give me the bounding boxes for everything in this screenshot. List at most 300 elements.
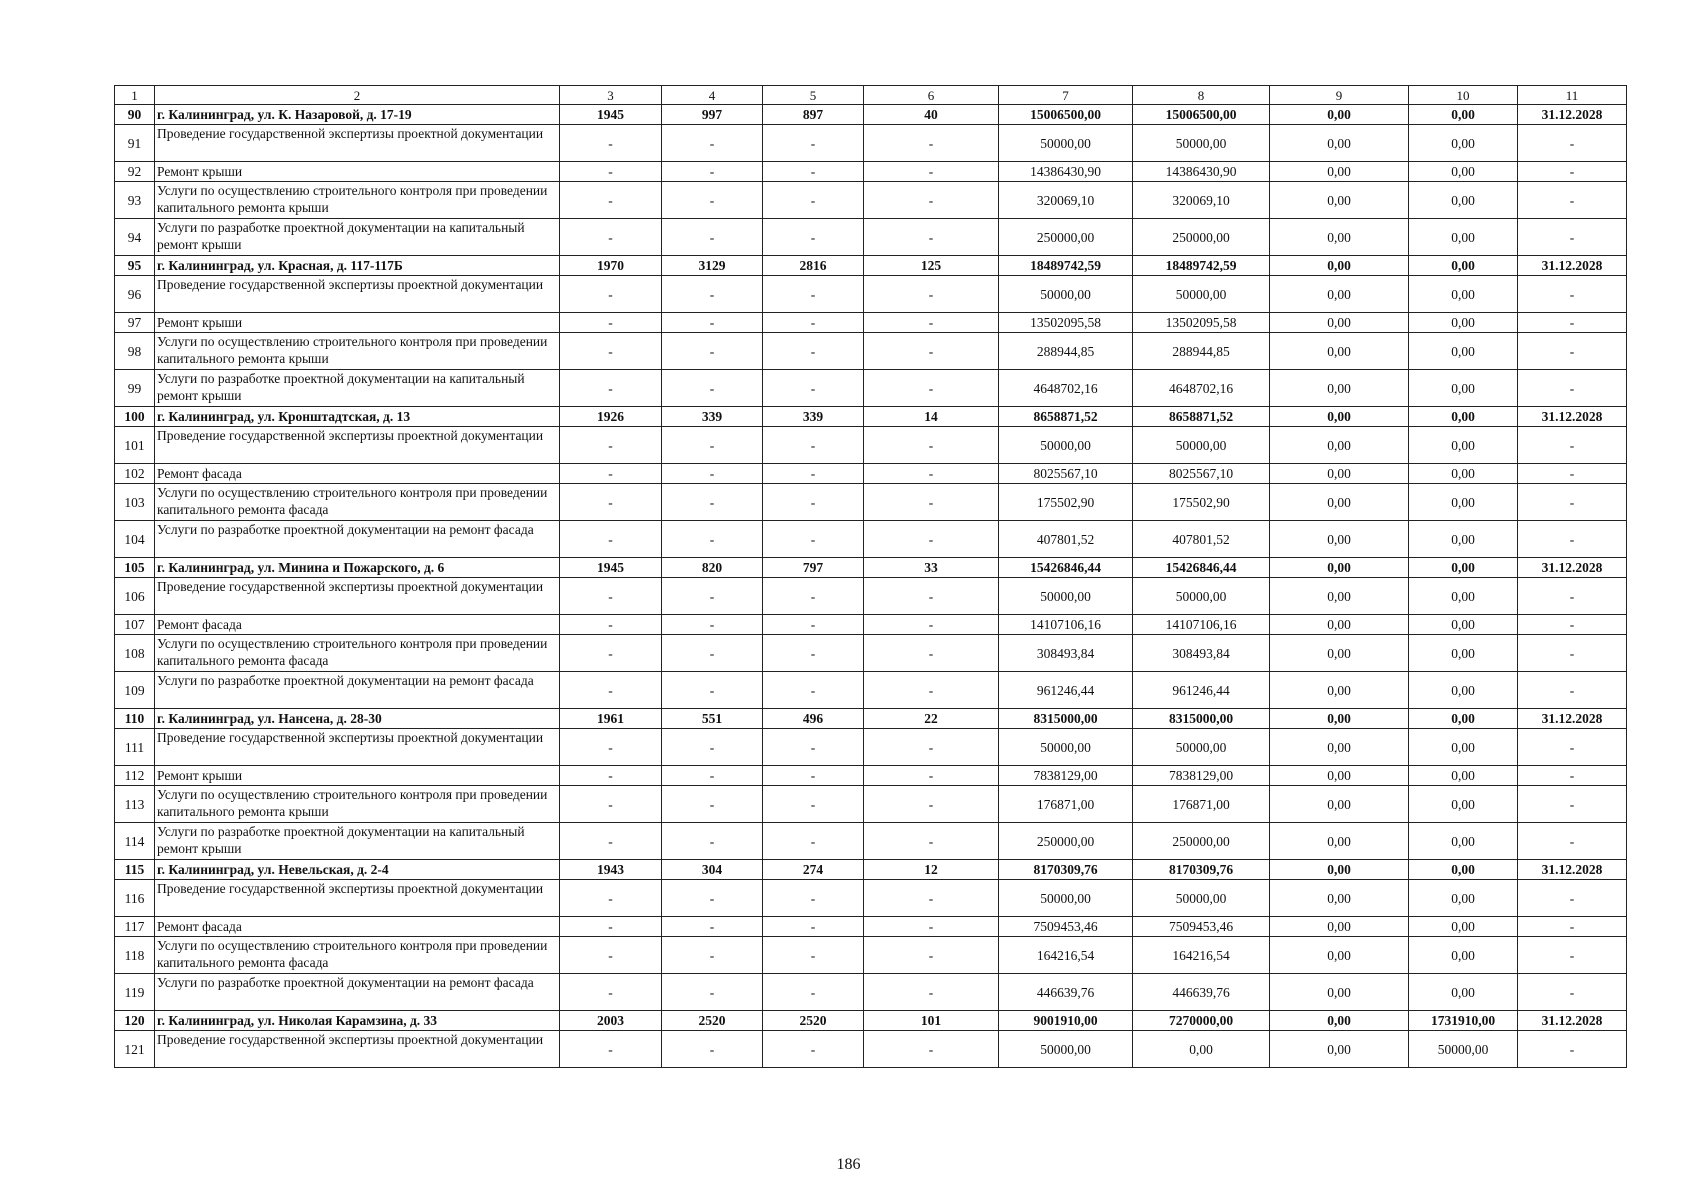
- row-number: 105: [115, 558, 155, 578]
- col-7-value: 18489742,59: [999, 256, 1133, 276]
- col-11-value: -: [1518, 974, 1627, 1011]
- col-4-value: -: [662, 219, 763, 256]
- col-3-value: -: [560, 578, 662, 615]
- col-4-value: 339: [662, 407, 763, 427]
- row-description: Проведение государственной экспертизы проектной документации: [155, 578, 560, 615]
- row-description: г. Калининград, ул. Красная, д. 117-117Б: [155, 256, 560, 276]
- col-9-value: 0,00: [1270, 823, 1409, 860]
- col-11-value: -: [1518, 125, 1627, 162]
- col-9-value: 0,00: [1270, 635, 1409, 672]
- col-4-value: -: [662, 672, 763, 709]
- col-11-value: -: [1518, 766, 1627, 786]
- work-item-row: [115, 974, 1627, 1011]
- col-11-value: -: [1518, 219, 1627, 256]
- col-7-value: 15006500,00: [999, 105, 1133, 125]
- col-5-value: -: [763, 917, 864, 937]
- work-item-row: [115, 937, 1627, 974]
- row-number: 116: [115, 880, 155, 917]
- col-3-value: -: [560, 484, 662, 521]
- col-3-value: -: [560, 276, 662, 313]
- col-9-value: 0,00: [1270, 162, 1409, 182]
- address-row: [115, 407, 1627, 427]
- col-10-value: 0,00: [1409, 125, 1518, 162]
- col-7-value: 15426846,44: [999, 558, 1133, 578]
- col-10-value: 0,00: [1409, 823, 1518, 860]
- col-4-value: -: [662, 937, 763, 974]
- col-11-value: -: [1518, 484, 1627, 521]
- col-4-value: 551: [662, 709, 763, 729]
- column-header: 7: [999, 86, 1133, 105]
- column-header: 1: [115, 86, 155, 105]
- col-4-value: -: [662, 917, 763, 937]
- col-9-value: 0,00: [1270, 1031, 1409, 1068]
- row-number: 92: [115, 162, 155, 182]
- col-8-value: 961246,44: [1133, 672, 1270, 709]
- row-number: 119: [115, 974, 155, 1011]
- row-description: Услуги по разработке проектной документации на капитальный ремонт крыши: [155, 219, 560, 256]
- column-header: 10: [1409, 86, 1518, 105]
- col-10-value: 0,00: [1409, 427, 1518, 464]
- row-number: 95: [115, 256, 155, 276]
- col-7-value: 250000,00: [999, 823, 1133, 860]
- col-11-value: -: [1518, 276, 1627, 313]
- col-11-value: -: [1518, 823, 1627, 860]
- row-description: Ремонт фасада: [155, 464, 560, 484]
- work-item-row: [115, 182, 1627, 219]
- col-4-value: -: [662, 635, 763, 672]
- work-item-row: [115, 729, 1627, 766]
- row-description: Ремонт крыши: [155, 162, 560, 182]
- col-3-value: -: [560, 729, 662, 766]
- address-row: [115, 860, 1627, 880]
- col-6-value: 101: [864, 1011, 999, 1031]
- col-6-value: -: [864, 219, 999, 256]
- col-6-value: -: [864, 974, 999, 1011]
- col-5-value: -: [763, 219, 864, 256]
- col-6-value: -: [864, 1031, 999, 1068]
- col-3-value: -: [560, 162, 662, 182]
- column-header: 3: [560, 86, 662, 105]
- col-9-value: 0,00: [1270, 427, 1409, 464]
- col-5-value: -: [763, 615, 864, 635]
- col-9-value: 0,00: [1270, 370, 1409, 407]
- col-9-value: 0,00: [1270, 464, 1409, 484]
- col-6-value: 33: [864, 558, 999, 578]
- col-4-value: -: [662, 276, 763, 313]
- col-8-value: 8658871,52: [1133, 407, 1270, 427]
- col-5-value: -: [763, 370, 864, 407]
- col-6-value: -: [864, 333, 999, 370]
- col-11-value: -: [1518, 162, 1627, 182]
- col-4-value: -: [662, 464, 763, 484]
- col-6-value: -: [864, 937, 999, 974]
- col-10-value: 0,00: [1409, 219, 1518, 256]
- col-9-value: 0,00: [1270, 256, 1409, 276]
- row-number: 108: [115, 635, 155, 672]
- col-11-value: -: [1518, 917, 1627, 937]
- col-6-value: -: [864, 125, 999, 162]
- row-description: Ремонт крыши: [155, 313, 560, 333]
- col-8-value: 164216,54: [1133, 937, 1270, 974]
- col-6-value: -: [864, 276, 999, 313]
- col-10-value: 0,00: [1409, 558, 1518, 578]
- work-item-row: [115, 786, 1627, 823]
- col-10-value: 0,00: [1409, 313, 1518, 333]
- col-6-value: -: [864, 427, 999, 464]
- row-number: 97: [115, 313, 155, 333]
- work-item-row: [115, 162, 1627, 182]
- col-5-value: -: [763, 672, 864, 709]
- col-7-value: 8025567,10: [999, 464, 1133, 484]
- col-6-value: -: [864, 672, 999, 709]
- col-11-value: 31.12.2028: [1518, 256, 1627, 276]
- col-5-value: 339: [763, 407, 864, 427]
- col-8-value: 8170309,76: [1133, 860, 1270, 880]
- col-10-value: 0,00: [1409, 521, 1518, 558]
- work-item-row: [115, 219, 1627, 256]
- col-11-value: -: [1518, 578, 1627, 615]
- col-7-value: 4648702,16: [999, 370, 1133, 407]
- col-3-value: -: [560, 427, 662, 464]
- col-9-value: 0,00: [1270, 105, 1409, 125]
- col-3-value: -: [560, 182, 662, 219]
- col-7-value: 50000,00: [999, 578, 1133, 615]
- row-description: Проведение государственной экспертизы проектной документации: [155, 427, 560, 464]
- col-11-value: -: [1518, 370, 1627, 407]
- row-description: Проведение государственной экспертизы проектной документации: [155, 729, 560, 766]
- col-8-value: 50000,00: [1133, 729, 1270, 766]
- col-5-value: 897: [763, 105, 864, 125]
- col-5-value: 274: [763, 860, 864, 880]
- row-description: Услуги по разработке проектной документации на ремонт фасада: [155, 974, 560, 1011]
- col-10-value: 0,00: [1409, 635, 1518, 672]
- col-6-value: -: [864, 578, 999, 615]
- row-number: 94: [115, 219, 155, 256]
- row-number: 118: [115, 937, 155, 974]
- col-8-value: 250000,00: [1133, 219, 1270, 256]
- col-9-value: 0,00: [1270, 709, 1409, 729]
- work-item-row: [115, 880, 1627, 917]
- col-9-value: 0,00: [1270, 521, 1409, 558]
- col-3-value: -: [560, 125, 662, 162]
- column-header: 2: [155, 86, 560, 105]
- col-10-value: 0,00: [1409, 464, 1518, 484]
- col-3-value: 1943: [560, 860, 662, 880]
- col-10-value: 0,00: [1409, 105, 1518, 125]
- row-description: Проведение государственной экспертизы проектной документации: [155, 1031, 560, 1068]
- col-11-value: -: [1518, 615, 1627, 635]
- col-5-value: -: [763, 427, 864, 464]
- col-9-value: 0,00: [1270, 182, 1409, 219]
- address-row: [115, 1011, 1627, 1031]
- row-number: 117: [115, 917, 155, 937]
- col-7-value: 250000,00: [999, 219, 1133, 256]
- work-item-row: [115, 370, 1627, 407]
- col-9-value: 0,00: [1270, 786, 1409, 823]
- row-number: 112: [115, 766, 155, 786]
- work-item-row: [115, 823, 1627, 860]
- col-11-value: -: [1518, 333, 1627, 370]
- col-8-value: 50000,00: [1133, 276, 1270, 313]
- column-header: 8: [1133, 86, 1270, 105]
- row-description: Услуги по разработке проектной документации на ремонт фасада: [155, 672, 560, 709]
- col-5-value: 797: [763, 558, 864, 578]
- row-description: Услуги по осуществлению строительного контроля при проведении капитального ремонта крыши: [155, 182, 560, 219]
- column-header: 9: [1270, 86, 1409, 105]
- work-item-row: [115, 615, 1627, 635]
- col-8-value: 8315000,00: [1133, 709, 1270, 729]
- col-4-value: -: [662, 615, 763, 635]
- col-8-value: 14386430,90: [1133, 162, 1270, 182]
- col-6-value: -: [864, 521, 999, 558]
- row-description: г. Калининград, ул. Минина и Пожарского, д. 6: [155, 558, 560, 578]
- work-item-row: [115, 313, 1627, 333]
- col-4-value: -: [662, 786, 763, 823]
- col-8-value: 320069,10: [1133, 182, 1270, 219]
- row-description: г. Калининград, ул. К. Назаровой, д. 17-19: [155, 105, 560, 125]
- col-4-value: -: [662, 484, 763, 521]
- col-6-value: -: [864, 823, 999, 860]
- col-10-value: 0,00: [1409, 407, 1518, 427]
- column-number-row: [115, 86, 1627, 105]
- address-row: [115, 256, 1627, 276]
- col-7-value: 288944,85: [999, 333, 1133, 370]
- col-6-value: -: [864, 786, 999, 823]
- row-description: Проведение государственной экспертизы проектной документации: [155, 125, 560, 162]
- row-description: Услуги по осуществлению строительного контроля при проведении капитального ремонта крыши: [155, 333, 560, 370]
- col-5-value: -: [763, 484, 864, 521]
- col-11-value: 31.12.2028: [1518, 558, 1627, 578]
- col-3-value: 1945: [560, 105, 662, 125]
- col-11-value: 31.12.2028: [1518, 1011, 1627, 1031]
- col-3-value: -: [560, 219, 662, 256]
- address-row: [115, 709, 1627, 729]
- col-5-value: -: [763, 729, 864, 766]
- col-11-value: 31.12.2028: [1518, 407, 1627, 427]
- col-9-value: 0,00: [1270, 313, 1409, 333]
- col-9-value: 0,00: [1270, 672, 1409, 709]
- row-number: 109: [115, 672, 155, 709]
- col-4-value: -: [662, 125, 763, 162]
- address-row: [115, 558, 1627, 578]
- col-9-value: 0,00: [1270, 219, 1409, 256]
- col-10-value: 0,00: [1409, 709, 1518, 729]
- col-8-value: 15006500,00: [1133, 105, 1270, 125]
- row-description: Услуги по разработке проектной документации на капитальный ремонт крыши: [155, 823, 560, 860]
- col-10-value: 0,00: [1409, 729, 1518, 766]
- col-11-value: -: [1518, 521, 1627, 558]
- col-11-value: -: [1518, 182, 1627, 219]
- col-7-value: 50000,00: [999, 880, 1133, 917]
- col-11-value: -: [1518, 464, 1627, 484]
- col-5-value: -: [763, 162, 864, 182]
- row-description: Ремонт фасада: [155, 615, 560, 635]
- col-10-value: 0,00: [1409, 672, 1518, 709]
- row-description: Проведение государственной экспертизы проектной документации: [155, 880, 560, 917]
- col-3-value: -: [560, 880, 662, 917]
- col-9-value: 0,00: [1270, 937, 1409, 974]
- col-4-value: -: [662, 370, 763, 407]
- col-3-value: -: [560, 786, 662, 823]
- row-description: г. Калининград, ул. Нансена, д. 28-30: [155, 709, 560, 729]
- col-6-value: 22: [864, 709, 999, 729]
- col-8-value: 13502095,58: [1133, 313, 1270, 333]
- col-8-value: 308493,84: [1133, 635, 1270, 672]
- row-number: 113: [115, 786, 155, 823]
- row-description: Услуги по осуществлению строительного контроля при проведении капитального ремонта крыши: [155, 786, 560, 823]
- col-6-value: -: [864, 766, 999, 786]
- row-description: Проведение государственной экспертизы проектной документации: [155, 276, 560, 313]
- col-5-value: -: [763, 578, 864, 615]
- col-3-value: -: [560, 521, 662, 558]
- col-4-value: 997: [662, 105, 763, 125]
- col-4-value: -: [662, 766, 763, 786]
- col-10-value: 0,00: [1409, 786, 1518, 823]
- col-7-value: 407801,52: [999, 521, 1133, 558]
- col-9-value: 0,00: [1270, 1011, 1409, 1031]
- col-3-value: -: [560, 823, 662, 860]
- col-4-value: -: [662, 521, 763, 558]
- col-6-value: -: [864, 313, 999, 333]
- col-10-value: 0,00: [1409, 276, 1518, 313]
- work-item-row: [115, 125, 1627, 162]
- col-11-value: -: [1518, 313, 1627, 333]
- col-5-value: 2520: [763, 1011, 864, 1031]
- col-9-value: 0,00: [1270, 333, 1409, 370]
- col-10-value: 50000,00: [1409, 1031, 1518, 1068]
- col-5-value: -: [763, 880, 864, 917]
- row-description: Ремонт фасада: [155, 917, 560, 937]
- col-7-value: 9001910,00: [999, 1011, 1133, 1031]
- col-11-value: -: [1518, 729, 1627, 766]
- col-7-value: 164216,54: [999, 937, 1133, 974]
- col-7-value: 50000,00: [999, 276, 1133, 313]
- col-6-value: -: [864, 635, 999, 672]
- col-10-value: 0,00: [1409, 370, 1518, 407]
- col-4-value: 3129: [662, 256, 763, 276]
- col-10-value: 0,00: [1409, 182, 1518, 219]
- col-6-value: -: [864, 917, 999, 937]
- col-6-value: 40: [864, 105, 999, 125]
- col-7-value: 50000,00: [999, 729, 1133, 766]
- col-5-value: 496: [763, 709, 864, 729]
- col-6-value: -: [864, 615, 999, 635]
- work-item-row: [115, 766, 1627, 786]
- col-8-value: 176871,00: [1133, 786, 1270, 823]
- col-8-value: 7509453,46: [1133, 917, 1270, 937]
- col-5-value: -: [763, 464, 864, 484]
- col-7-value: 7509453,46: [999, 917, 1133, 937]
- col-8-value: 50000,00: [1133, 125, 1270, 162]
- col-3-value: 1961: [560, 709, 662, 729]
- row-description: Ремонт крыши: [155, 766, 560, 786]
- col-4-value: -: [662, 333, 763, 370]
- col-7-value: 50000,00: [999, 1031, 1133, 1068]
- col-4-value: -: [662, 313, 763, 333]
- col-9-value: 0,00: [1270, 615, 1409, 635]
- page-number: 186: [836, 1156, 861, 1173]
- column-header: 11: [1518, 86, 1627, 105]
- document-sheet: [114, 85, 1626, 1068]
- work-item-row: [115, 276, 1627, 313]
- col-10-value: 0,00: [1409, 162, 1518, 182]
- col-7-value: 8315000,00: [999, 709, 1133, 729]
- col-5-value: -: [763, 1031, 864, 1068]
- col-4-value: -: [662, 880, 763, 917]
- col-7-value: 320069,10: [999, 182, 1133, 219]
- col-4-value: -: [662, 162, 763, 182]
- row-number: 101: [115, 427, 155, 464]
- col-3-value: 1926: [560, 407, 662, 427]
- row-number: 98: [115, 333, 155, 370]
- col-3-value: -: [560, 635, 662, 672]
- col-4-value: -: [662, 729, 763, 766]
- row-number: 120: [115, 1011, 155, 1031]
- row-number: 99: [115, 370, 155, 407]
- col-10-value: 0,00: [1409, 333, 1518, 370]
- row-number: 115: [115, 860, 155, 880]
- row-description: г. Калининград, ул. Николая Карамзина, д. 33: [155, 1011, 560, 1031]
- col-9-value: 0,00: [1270, 917, 1409, 937]
- col-7-value: 8658871,52: [999, 407, 1133, 427]
- col-7-value: 14107106,16: [999, 615, 1133, 635]
- col-8-value: 250000,00: [1133, 823, 1270, 860]
- col-11-value: -: [1518, 635, 1627, 672]
- row-number: 107: [115, 615, 155, 635]
- col-3-value: -: [560, 615, 662, 635]
- col-6-value: -: [864, 182, 999, 219]
- col-3-value: -: [560, 333, 662, 370]
- col-9-value: 0,00: [1270, 974, 1409, 1011]
- col-6-value: -: [864, 162, 999, 182]
- col-9-value: 0,00: [1270, 578, 1409, 615]
- col-10-value: 0,00: [1409, 880, 1518, 917]
- col-3-value: -: [560, 917, 662, 937]
- col-4-value: 2520: [662, 1011, 763, 1031]
- col-8-value: 50000,00: [1133, 578, 1270, 615]
- col-5-value: -: [763, 766, 864, 786]
- col-11-value: -: [1518, 672, 1627, 709]
- col-6-value: -: [864, 729, 999, 766]
- row-description: Услуги по осуществлению строительного контроля при проведении капитального ремонта фасада: [155, 635, 560, 672]
- row-description: г. Калининград, ул. Невельская, д. 2-4: [155, 860, 560, 880]
- col-8-value: 288944,85: [1133, 333, 1270, 370]
- work-item-row: [115, 1031, 1627, 1068]
- col-9-value: 0,00: [1270, 729, 1409, 766]
- col-5-value: -: [763, 313, 864, 333]
- col-4-value: 304: [662, 860, 763, 880]
- col-9-value: 0,00: [1270, 766, 1409, 786]
- col-4-value: -: [662, 427, 763, 464]
- col-8-value: 50000,00: [1133, 427, 1270, 464]
- col-6-value: 125: [864, 256, 999, 276]
- col-4-value: -: [662, 1031, 763, 1068]
- row-description: г. Калининград, ул. Кронштадтская, д. 13: [155, 407, 560, 427]
- row-number: 103: [115, 484, 155, 521]
- col-9-value: 0,00: [1270, 880, 1409, 917]
- col-4-value: -: [662, 182, 763, 219]
- row-number: 91: [115, 125, 155, 162]
- col-10-value: 0,00: [1409, 766, 1518, 786]
- col-4-value: -: [662, 974, 763, 1011]
- row-number: 102: [115, 464, 155, 484]
- col-6-value: -: [864, 880, 999, 917]
- row-number: 114: [115, 823, 155, 860]
- col-3-value: 1945: [560, 558, 662, 578]
- col-11-value: -: [1518, 1031, 1627, 1068]
- col-9-value: 0,00: [1270, 558, 1409, 578]
- work-item-row: [115, 578, 1627, 615]
